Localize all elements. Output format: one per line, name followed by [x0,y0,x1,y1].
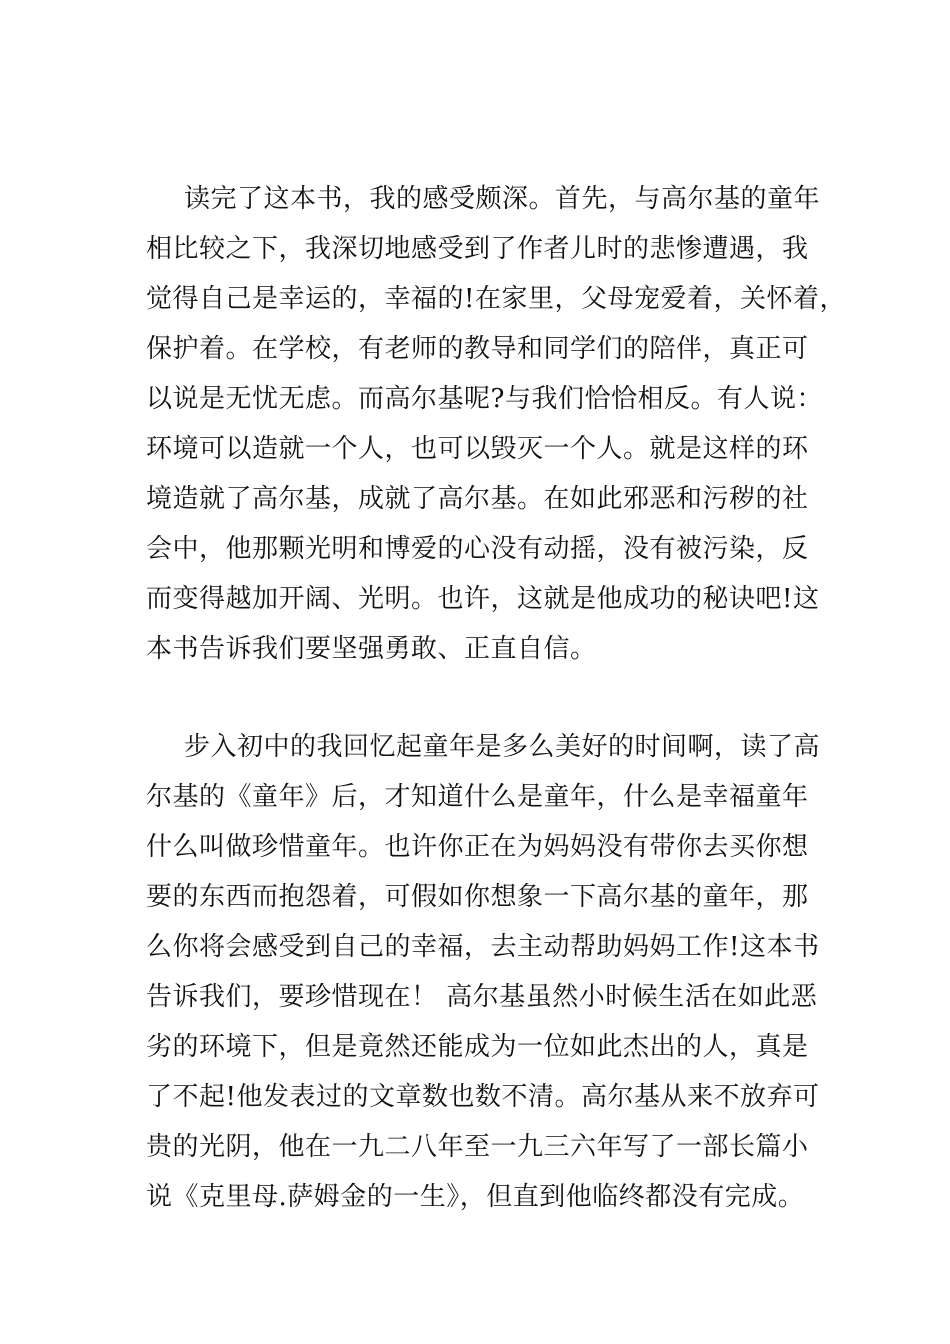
paragraph-2-line-8: 了不起!他发表过的文章数也数不清。高尔基从来不放弃可 [146,1082,820,1112]
paragraph-1-line-9: 而变得越加开阔、光明。也许，这就是他成功的秘诀吧!这 [146,584,820,614]
paragraph-2-line-3: 什么叫做珍惜童年。也许你正在为妈妈没有带你去买你想 [146,832,809,862]
paragraph-1-line-2: 相比较之下，我深切地感受到了作者儿时的悲惨遭遇，我 [146,234,809,264]
paragraph-1-line-5: 以说是无忧无虑。而高尔基呢?与我们恰恰相反。有人说： [146,384,823,414]
paragraph-1-line-1: 读完了这本书，我的感受颇深。首先，与高尔基的童年 [184,184,821,214]
paragraph-1-line-8: 会中，他那颗光明和博爱的心没有动摇，没有被污染，反 [146,534,809,564]
paragraph-2-line-1: 步入初中的我回忆起童年是多么美好的时间啊，读了高 [184,732,821,762]
paragraph-1-line-6: 环境可以造就一个人，也可以毁灭一个人。就是这样的环 [146,434,809,464]
paragraph-1-line-3: 觉得自己是幸运的，幸福的!在家里，父母宠爱着，关怀着， [146,284,846,314]
paragraph-1-line-4: 保护着。在学校，有老师的教导和同学们的陪伴，真正可 [146,334,809,364]
paragraph-2-line-2: 尔基的《童年》后，才知道什么是童年，什么是幸福童年 [146,782,809,812]
paragraph-2-line-9: 贵的光阴，他在一九二八年至一九三六年写了一部长篇小 [146,1132,809,1162]
paragraph-2-line-5: 么你将会感受到自己的幸福，去主动帮助妈妈工作!这本书 [146,932,820,962]
paragraph-2-line-6: 告诉我们，要珍惜现在！ 高尔基虽然小时候生活在如此恶 [146,982,818,1012]
paragraph-2 [146,722,846,1222]
paragraph-1-line-10: 本书告诉我们要坚强勇敢、正直自信。 [146,634,597,664]
paragraph-2-line-7: 劣的环境下，但是竟然还能成为一位如此杰出的人，真是 [146,1032,809,1062]
paragraph-2-line-4: 要的东西而抱怨着，可假如你想象一下高尔基的童年，那 [146,882,809,912]
paragraph-1 [146,174,846,674]
paragraph-1-line-7: 境造就了高尔基，成就了高尔基。在如此邪恶和污秽的社 [146,484,809,514]
paragraph-2-line-10: 说《克里母.萨姆金的一生》，但直到他临终都没有完成。 [146,1182,805,1212]
